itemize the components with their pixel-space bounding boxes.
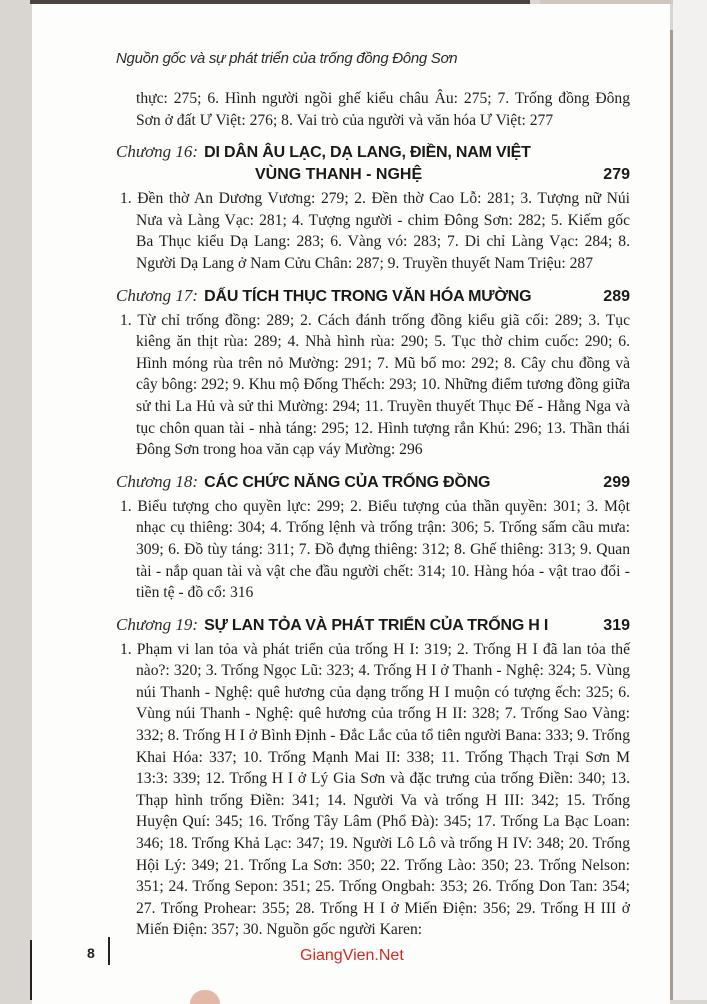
chapter-page-number: 299 (603, 473, 630, 491)
chapter-label: Chương 18: (116, 471, 199, 491)
chapter-label: Chương 17: (116, 285, 199, 305)
continued-entries: thực: 275; 6. Hình người ngồi ghế kiểu châu Âu: 275; 7. Trống đồng Đông Sơn ở đất Ư Việt: 276; 8. Vai trò của người và văn hóa Ư Việt: 277 (136, 90, 630, 129)
page-number: 8 (87, 945, 95, 961)
footer-divider (108, 937, 110, 965)
page-left-edge (30, 940, 32, 1000)
background-right (673, 0, 707, 1000)
chapter-19-entries: 1. Phạm vi lan tỏa và phát triển của trống H I: 319; 2. Trống H I đã lan tỏa thế nào?: 320; 3. Trống Ngọc Lũ: 323; 4. Trống H I ở Thanh - Nghệ: 324; 5. Vùng núi Thanh - Nghệ: quê hương của dạng trống H I muộn có tượng ếch: 325; 6. Vùng núi Thanh - Nghệ: quê hương của trống H II: 328; 7. Trống Sao Vàng: 332; 8. Trống H I ở Bình Định - Đắc Lắc của tổ tiên người Bana: 333; 9. Trống Khai Hóa: 337; 10. Trống Mạnh Mai II: 338; 11. Trống Thạch Trại Sơn M 13:3: 339; 12. Trống H I ở Lý Gia Sơn và đặc trưng của trống Điền: 340; 13. Thạp hình trống Điền: 341; 14. Người Va và trống H III: 342; 15. Trống Huyện Quí: 345; 16. Trống Tây Lâm (Phổ Đà): 345; 17. Trống La Bạc Loan: 346; 18. Trống Khả Lạc: 347; 19. Người Lô Lô và trống H IV: 348; 20. Trống Hội Lý: 349; 21. Trống La Sơn: 350; 22. Trống Lào: 350; 23. Trống Nelson: 351; 24. Trống Sepon: 351; 25. Trống Ongbah: 353; 26. Trống Don Tan: 354; 27. Trống Prohear: 355; 28. Trống H I ở Miến Điện: 356; 29. Trống H III ở Miến Điện: 357; 30. Nguồn gốc người Karen: (120, 640, 630, 939)
chapter-label: Chương 19: (116, 614, 199, 634)
watermark: GiangVien.Net (300, 947, 404, 964)
running-header: Nguồn gốc và sự phát triển của trống đồng Đông Sơn (116, 50, 458, 67)
chapter-title-line2 (120, 164, 630, 186)
chapter-16-entries: 1. Đền thờ An Dương Vương: 279; 2. Đền thờ Cao Lỗ: 281; 3. Tượng nữ Núi Nưa và Làng Vạc: 281; 4. Tượng người - chim Đông Sơn: 282; 5. Kiếm gốc Ba Thục kiểu Dạ Lang: 283; 6. Vàng vó: 283; 7. Di chỉ Làng Vạc: 284; 8. Người Dạ Lang ở Nam Cửu Chân: 287; 9. Truyền thuyết Nam Triệu: 287 (120, 190, 630, 272)
chapter-19-heading (116, 614, 630, 637)
chapter-18-entries: 1. Biểu tượng cho quyền lực: 299; 2. Biểu tượng của thần quyền: 301; 3. Một nhạc cụ thiêng: 304; 4. Trống lệnh và trống trận: 306; 5. Trống sấm cầu mưa: 309; 6. Đồ tùy táng: 311; 7. Đồ đựng thiêng: 312; 8. Ghế thiêng: 313; 9. Quan tài - nắp quan tài và vật che đầu người chết: 314; 10. Hàng hóa - vật trao đổi - tiền tệ - đồ cổ: 316 (120, 497, 630, 602)
table-of-contents (116, 88, 630, 941)
chapter-page-number: 289 (603, 287, 630, 305)
chapter-page-number: 279 (603, 166, 630, 184)
chapter-title-cont: VÙNG THANH - NGHỆ (255, 166, 423, 184)
chapter-17-heading (116, 285, 630, 308)
chapter-title: DI DÂN ÂU LẠC, DẠ LANG, ĐIỀN, NAM VIỆT (204, 144, 531, 162)
chapter-page-number: 319 (603, 616, 630, 634)
chapter-17-entries: 1. Từ chỉ trống đồng: 289; 2. Cách đánh trống đồng kiểu giã cối: 289; 3. Tục kiêng ăn thịt rùa: 289; 4. Nhà hình rùa: 290; 5. Tục thờ chim cuốc: 290; 6. Hình móng rùa trên nỏ Mường: 291; 7. Mũ bố mo: 292; 8. Cây chu đồng và cây bông: 292; 9. Khu mộ Đống Thếch: 293; 10. Những điểm tương đồng giữa sử thi La Hủ và sử thi Mường: 294; 11. Truyền thuyết Thục Đế - Hằng Nga và tục chôn quan tài - nhà táng: 295; 12. Hình tượng rắn Khú: 296; 13. Thần thái Đông Sơn trong hoa văn cạp váy Mường: 296 (120, 311, 630, 459)
chapter-label: Chương 16: (116, 142, 199, 162)
chapter-title: CÁC CHỨC NĂNG CỦA TRỐNG ĐỒNG (204, 473, 491, 491)
chapter-title: DẤU TÍCH THỤC TRONG VĂN HÓA MƯỜNG (204, 287, 532, 305)
chapter-title: SỰ LAN TỎA VÀ PHÁT TRIỂN CỦA TRỐNG H I (204, 616, 549, 634)
chapter-16-heading (116, 141, 630, 186)
chapter-18-heading (116, 471, 630, 494)
